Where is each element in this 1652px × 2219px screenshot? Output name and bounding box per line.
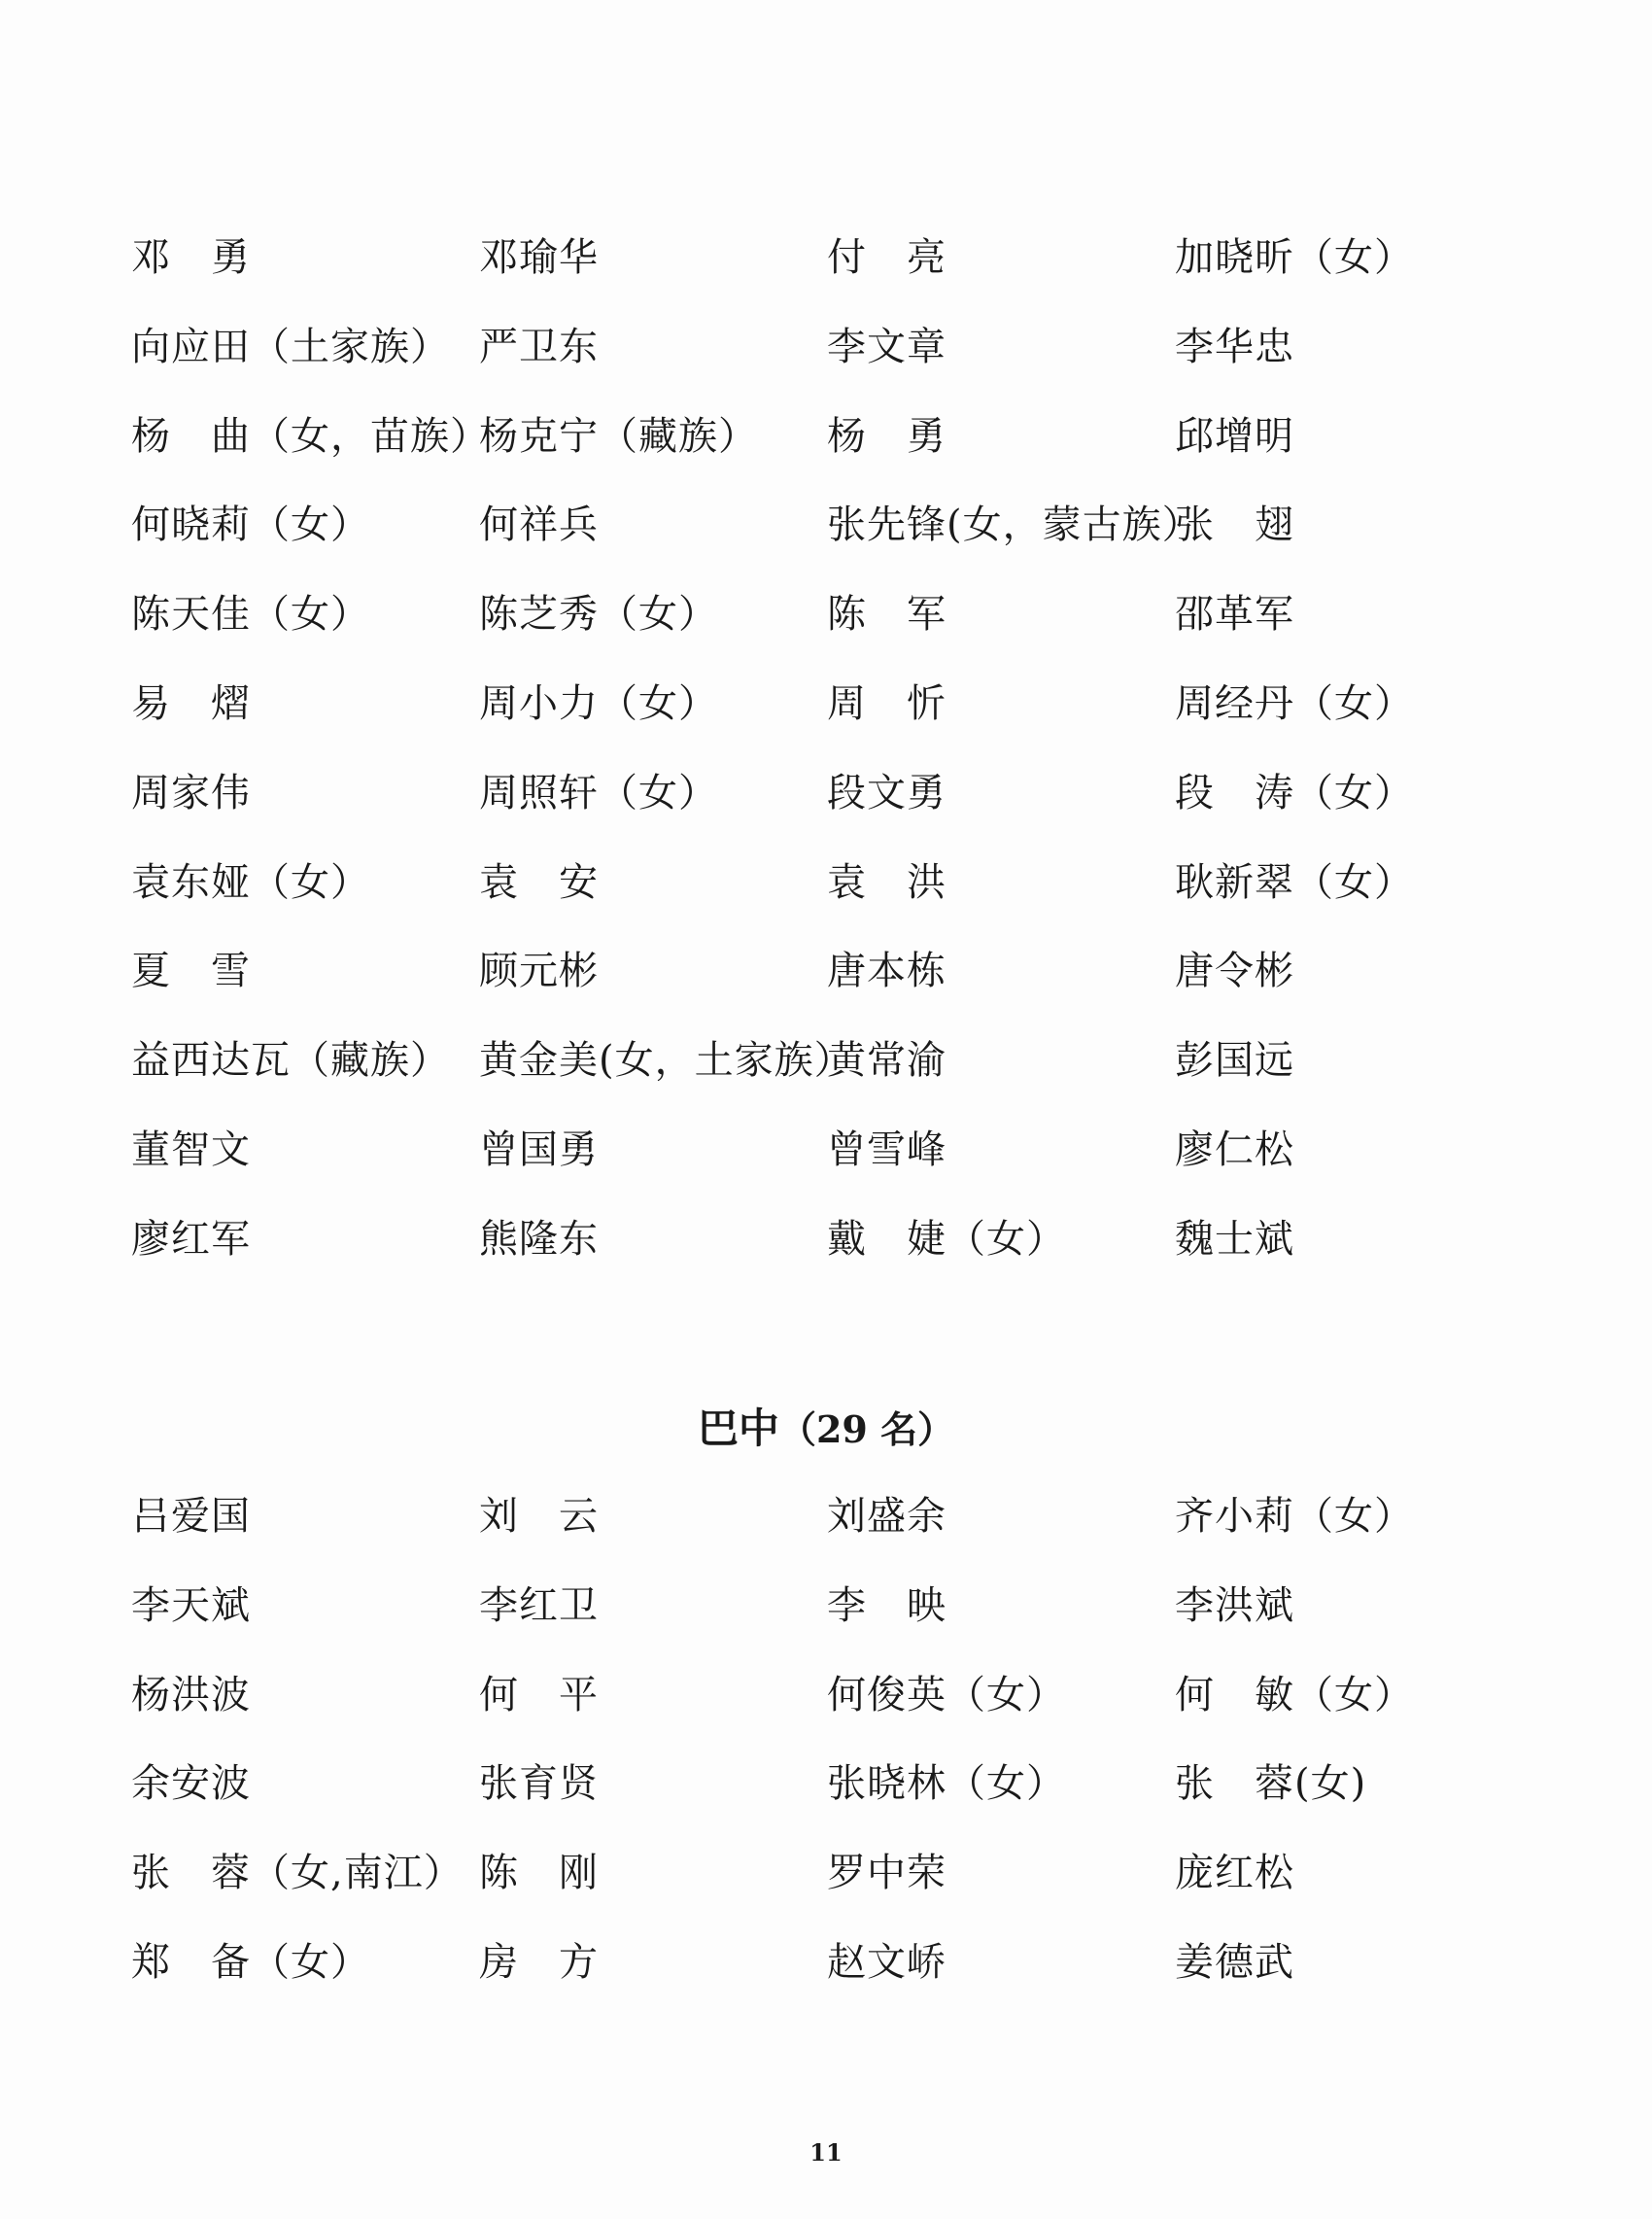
name-entry: 齐小莉（女） xyxy=(1175,1494,1414,1539)
name-entry: 廖仁松 xyxy=(1175,1127,1294,1172)
name-entry: 唐令彬 xyxy=(1175,949,1294,994)
name-entry: 李天斌 xyxy=(131,1582,251,1628)
page-number: 11 xyxy=(809,2138,843,2167)
name-entry: 加晓昕（女） xyxy=(1175,235,1414,280)
name-entry: 何晓莉（女） xyxy=(131,503,370,548)
name-list-section-2 xyxy=(131,1487,1531,2023)
name-entry: 邓 勇 xyxy=(131,235,251,280)
name-entry: 段 涛（女） xyxy=(1175,770,1414,815)
name-entry: 周经丹（女） xyxy=(1175,680,1414,726)
section-heading xyxy=(0,1400,1652,1459)
name-entry: 李文章 xyxy=(827,324,946,369)
name-entry: 袁 安 xyxy=(479,859,599,905)
name-entry: 周小力（女） xyxy=(479,680,718,726)
name-entry: 张 翅 xyxy=(1175,503,1294,548)
name-entry: 熊隆东 xyxy=(479,1216,599,1262)
name-entry: 周照轩（女） xyxy=(479,770,718,815)
name-entry: 易 熠 xyxy=(131,680,251,726)
name-entry: 何祥兵 xyxy=(479,503,599,548)
name-list-section-1 xyxy=(131,228,1531,1300)
name-entry: 陈天佳（女） xyxy=(131,592,370,638)
name-entry: 何 平 xyxy=(479,1672,599,1717)
name-entry: 陈 军 xyxy=(827,592,946,638)
name-entry: 庞红松 xyxy=(1175,1851,1294,1896)
name-entry: 房 方 xyxy=(479,1939,599,1985)
name-entry: 廖红军 xyxy=(131,1216,251,1262)
name-entry: 陈 刚 xyxy=(479,1851,599,1896)
name-entry: 吕爱国 xyxy=(131,1494,251,1539)
name-entry: 陈芝秀（女） xyxy=(479,592,718,638)
name-entry: 耿新翠（女） xyxy=(1175,859,1414,905)
name-entry: 彭国远 xyxy=(1175,1038,1294,1084)
name-entry: 周家伟 xyxy=(131,770,251,815)
name-entry: 刘盛余 xyxy=(827,1494,946,1539)
name-entry: 唐本栋 xyxy=(827,949,946,994)
name-entry: 邓瑜华 xyxy=(479,235,599,280)
name-entry: 张育贤 xyxy=(479,1761,599,1807)
name-entry: 周 忻 xyxy=(827,680,946,726)
name-entry: 张晓林（女） xyxy=(827,1761,1066,1807)
name-entry: 刘 云 xyxy=(479,1494,599,1539)
name-entry: 杨洪波 xyxy=(131,1672,251,1717)
name-entry: 郑 备（女） xyxy=(131,1939,370,1985)
name-entry: 魏士斌 xyxy=(1175,1216,1294,1262)
name-entry: 曾国勇 xyxy=(479,1127,599,1172)
name-entry: 曾雪峰 xyxy=(827,1127,946,1172)
name-entry: 杨克宁（藏族） xyxy=(479,413,758,459)
name-entry: 邱增明 xyxy=(1175,413,1294,459)
name-entry: 严卫东 xyxy=(479,324,599,369)
name-entry: 黄金美(女，土家族） xyxy=(479,1038,854,1084)
name-entry: 段文勇 xyxy=(827,770,946,815)
name-entry: 李洪斌 xyxy=(1175,1582,1294,1628)
name-entry: 邵革军 xyxy=(1175,592,1294,638)
name-entry: 张先锋(女，蒙古族） xyxy=(827,503,1202,548)
name-entry: 黄常渝 xyxy=(827,1038,946,1084)
name-entry: 李华忠 xyxy=(1175,324,1294,369)
name-entry: 董智文 xyxy=(131,1127,251,1172)
name-entry: 向应田（土家族） xyxy=(131,324,450,369)
name-entry: 张 蓉(女) xyxy=(1175,1761,1367,1807)
name-entry: 何俊英（女） xyxy=(827,1672,1066,1717)
name-entry: 益西达瓦（藏族） xyxy=(131,1038,450,1084)
name-entry: 戴 婕（女） xyxy=(827,1216,1066,1262)
name-entry: 杨 曲（女，苗族） xyxy=(131,413,490,459)
name-entry: 赵文峤 xyxy=(827,1939,946,1985)
name-entry: 夏 雪 xyxy=(131,949,251,994)
name-entry: 李红卫 xyxy=(479,1582,599,1628)
section-count: （29 名） xyxy=(778,1407,955,1451)
name-entry: 罗中荣 xyxy=(827,1851,946,1896)
name-entry: 何 敏（女） xyxy=(1175,1672,1414,1717)
name-entry: 姜德武 xyxy=(1175,1939,1294,1985)
name-entry: 顾元彬 xyxy=(479,949,599,994)
name-entry: 付 亮 xyxy=(827,235,946,280)
name-entry: 袁东娅（女） xyxy=(131,859,370,905)
name-entry: 李 映 xyxy=(827,1582,946,1628)
name-entry: 张 蓉（女,南江） xyxy=(131,1851,464,1896)
name-entry: 余安波 xyxy=(131,1761,251,1807)
name-entry: 袁 洪 xyxy=(827,859,946,905)
section-title: 巴中 xyxy=(697,1404,779,1452)
name-entry: 杨 勇 xyxy=(827,413,946,459)
